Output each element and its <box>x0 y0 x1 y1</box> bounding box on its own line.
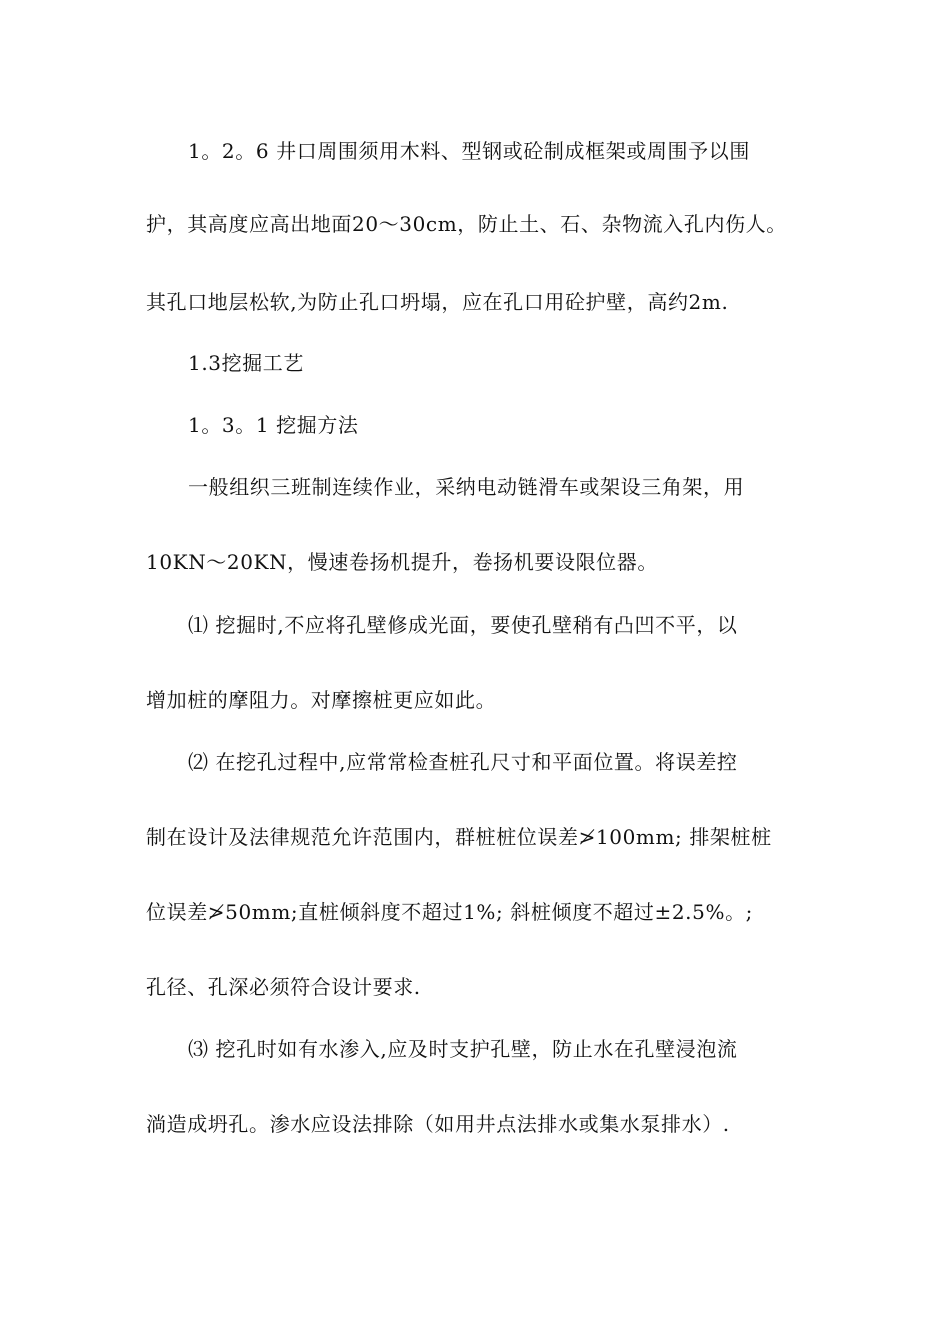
paragraph-1-2-6-line-1: 1。2。6 井口周围须用木料、型钢或砼制成框架或周围予以围 <box>188 139 750 163</box>
paragraph-1-2-6-line-2: 护，其高度应高出地面20～30cm，防止土、石、杂物流入孔内伤人。 <box>146 212 787 236</box>
item-1-line-1: ⑴ 挖掘时,不应将孔壁修成光面，要使孔壁稍有凸凹不平，以 <box>188 613 738 637</box>
item-2-line-4: 孔径、孔深必须符合设计要求. <box>146 975 421 999</box>
section-heading-1-3: 1.3挖掘工艺 <box>188 351 305 375</box>
item-3-line-1: ⑶ 挖孔时如有水渗入,应及时支护孔壁，防止水在孔壁浸泡流 <box>188 1037 738 1061</box>
subsection-heading-1-3-1: 1。3。1 挖掘方法 <box>188 413 359 437</box>
item-3-line-2: 淌造成坍孔。渗水应设法排除（如用井点法排水或集水泵排水）. <box>146 1112 730 1136</box>
paragraph-method-line-1: 一般组织三班制连续作业，采纳电动链滑车或架设三角架，用 <box>188 475 745 499</box>
item-2-line-1: ⑵ 在挖孔过程中,应常常检查桩孔尺寸和平面位置。将误差控 <box>188 750 738 774</box>
item-2-line-2: 制在设计及法律规范允许范围内，群桩桩位误差≯100mm; 排架桩桩 <box>146 825 772 849</box>
item-1-line-2: 增加桩的摩阻力。对摩擦桩更应如此。 <box>146 688 497 712</box>
item-2-line-3: 位误差≯50mm;直桩倾斜度不超过1%; 斜桩倾度不超过±2.5%。; <box>146 900 754 924</box>
paragraph-1-2-6-line-3: 其孔口地层松软,为防止孔口坍塌，应在孔口用砼护壁，高约2m. <box>146 290 729 314</box>
paragraph-method-line-2: 10KN～20KN，慢速卷扬机提升，卷扬机要设限位器。 <box>146 550 658 574</box>
